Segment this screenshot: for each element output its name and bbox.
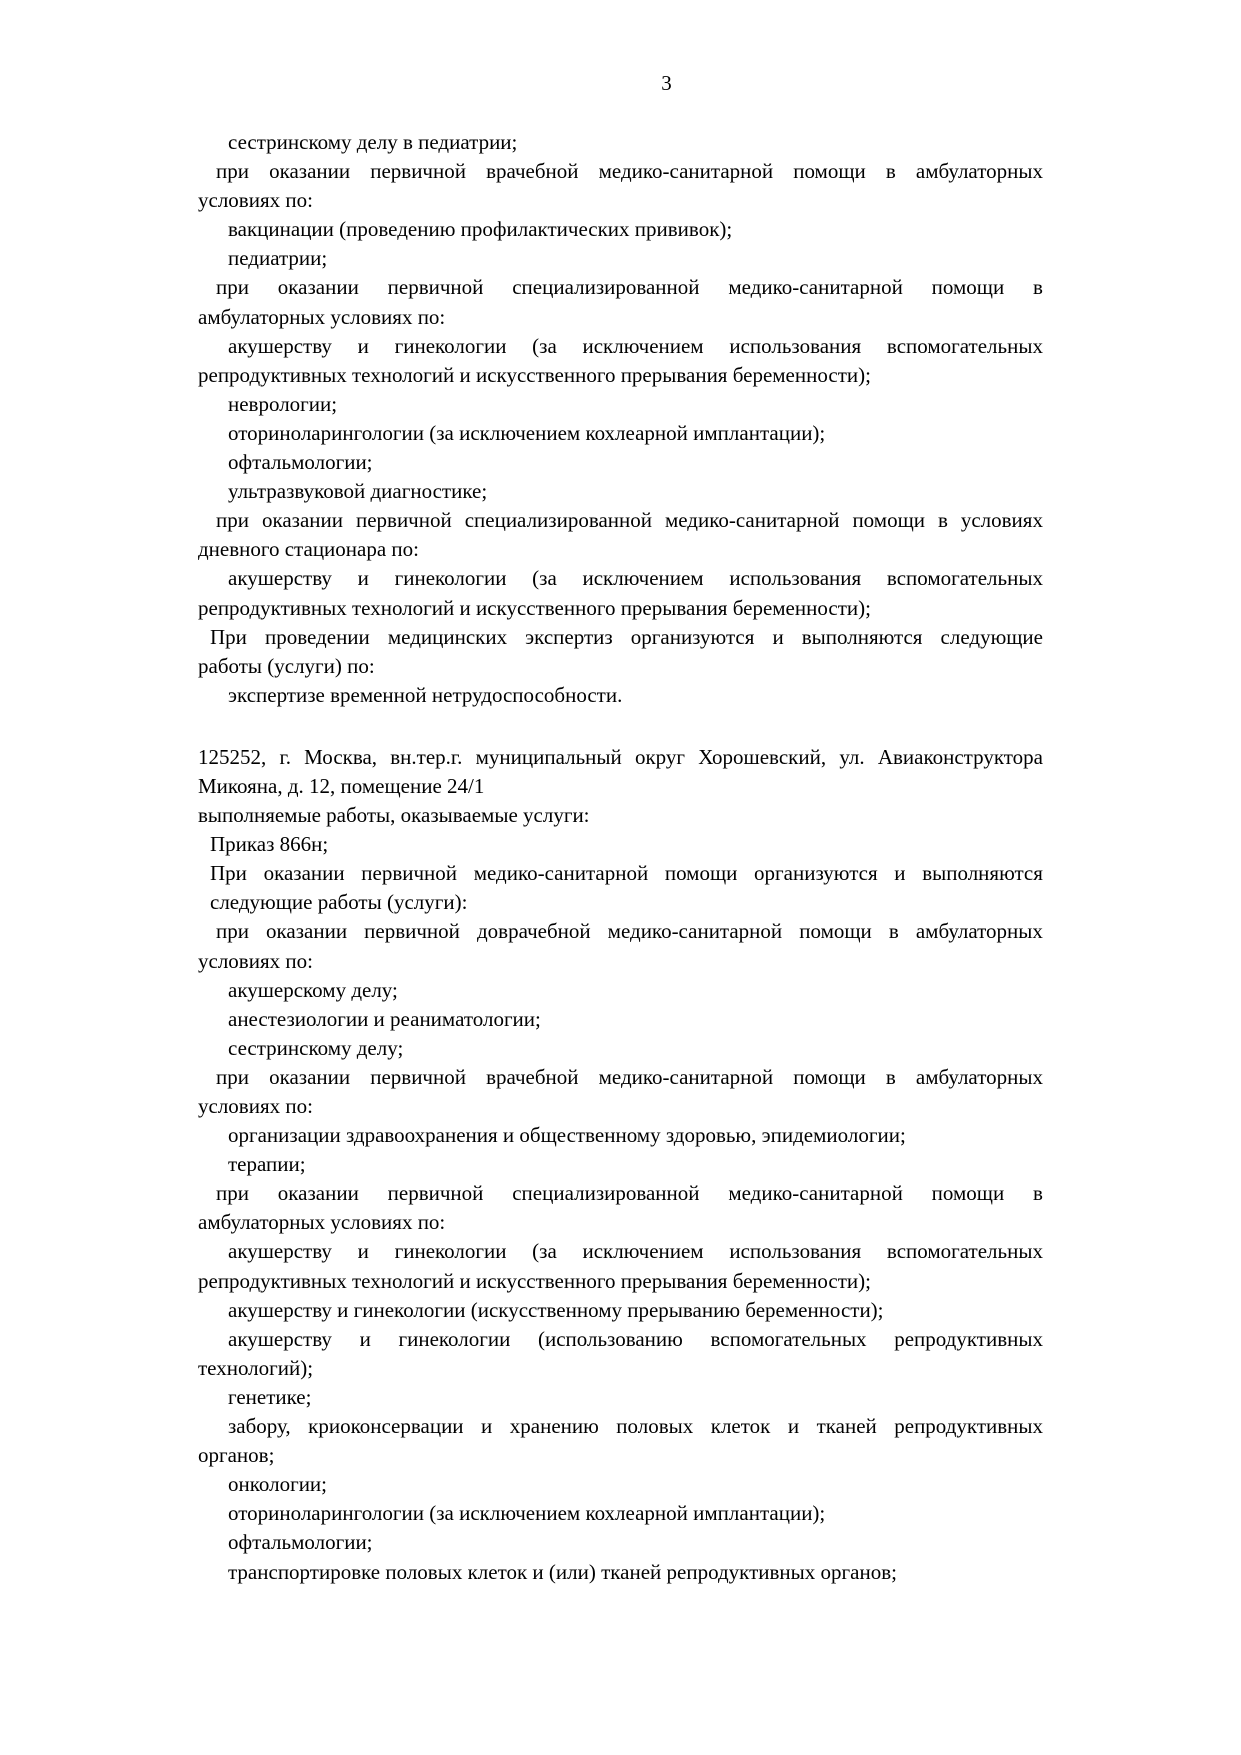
word: медико-санитарной <box>473 861 649 886</box>
text-line: анестезиологии и реаниматологии; <box>228 1006 541 1031</box>
word: при <box>216 275 249 300</box>
word: условиях <box>960 508 1043 533</box>
word: амбулаторных <box>915 1064 1043 1089</box>
text-line <box>198 623 1043 652</box>
word: Хорошевский, <box>698 744 827 769</box>
word: амбулаторных <box>915 919 1043 944</box>
word: При <box>210 624 247 649</box>
text-line: педиатрии; <box>228 246 328 271</box>
word: организуются <box>754 861 878 886</box>
text-line <box>198 1179 1043 1208</box>
section-address-125252-services <box>198 743 1043 1587</box>
text-line: работы (услуги) по: <box>198 653 375 678</box>
word: вспомогательных <box>886 566 1043 591</box>
section-services-continuation <box>198 128 1043 710</box>
word: специализированной <box>512 275 700 300</box>
word: экспертиз <box>525 624 613 649</box>
word: использования <box>729 1239 862 1264</box>
text-line: органов; <box>198 1443 275 1468</box>
text-line <box>198 506 1043 535</box>
word: забору, <box>228 1414 291 1439</box>
text-line: акушерскому делу; <box>228 977 398 1002</box>
word: оказании <box>269 1064 351 1089</box>
word: организуются <box>630 624 755 649</box>
word: акушерству <box>228 1239 332 1264</box>
word: вн.тер.г. <box>390 744 463 769</box>
word: при <box>216 508 249 533</box>
word: и <box>787 1414 800 1439</box>
word: ул. <box>839 744 865 769</box>
word: первичной <box>387 1181 484 1206</box>
word: Москва, <box>304 744 378 769</box>
word: акушерству <box>228 333 332 358</box>
word: и <box>894 861 906 886</box>
word: проведении <box>264 624 370 649</box>
text-line: технологий); <box>198 1355 314 1380</box>
word: первичной <box>361 861 458 886</box>
word: при <box>216 1064 249 1089</box>
word: хранению <box>509 1414 599 1439</box>
word: оказании <box>261 508 343 533</box>
text-line: онкологии; <box>228 1472 328 1497</box>
word: гинекологии <box>398 1326 511 1351</box>
word: помощи <box>852 508 925 533</box>
text-line: неврологии; <box>228 391 338 416</box>
text-line: оториноларингологии (за исключением кохлеарной имплантации); <box>228 1501 826 1526</box>
text-line <box>198 1325 1043 1354</box>
word: оказании <box>277 275 359 300</box>
word: помощи <box>793 1064 866 1089</box>
word: акушерству <box>228 1326 332 1351</box>
word: (использованию <box>537 1326 683 1351</box>
text-line: условиях по: <box>198 1094 313 1118</box>
word: помощи <box>799 919 872 944</box>
text-line: выполняемые работы, оказываемые услуги: <box>198 803 590 828</box>
text-line: вакцинации (проведению профилактических прививок); <box>228 217 733 242</box>
word: доврачебной <box>476 919 591 944</box>
word: медико-санитарной <box>728 275 903 300</box>
word: репродуктивных <box>894 1414 1043 1439</box>
page-number: 3 <box>661 71 672 95</box>
word: в <box>1033 1181 1043 1206</box>
text-line: экспертизе временной нетрудоспособности. <box>228 682 623 707</box>
word: использования <box>729 333 862 358</box>
word: вспомогательных <box>710 1326 867 1351</box>
text-line: терапии; <box>228 1152 306 1177</box>
text-line <box>198 564 1043 593</box>
word: помощи <box>931 1181 1005 1206</box>
word: клеток <box>710 1414 771 1439</box>
word: амбулаторных <box>915 159 1043 184</box>
word: оказании <box>277 1181 359 1206</box>
text-line <box>198 157 1043 186</box>
word: тканей <box>816 1414 877 1439</box>
word: муниципальный <box>475 744 622 769</box>
word: специализированной <box>464 508 652 533</box>
word: и <box>772 624 784 649</box>
text-line: генетике; <box>228 1384 312 1409</box>
word: первичной <box>355 508 452 533</box>
text-line <box>198 917 1043 946</box>
word: округ <box>634 744 686 769</box>
word: специализированной <box>512 1181 700 1206</box>
word: в <box>1033 275 1043 300</box>
text-line: Микояна, д. 12, помещение 24/1 <box>198 773 485 798</box>
text-line: оториноларингологии (за исключением кохлеарной имплантации); <box>228 420 826 445</box>
word: оказании <box>266 919 348 944</box>
word: (за <box>532 333 557 358</box>
text-line <box>198 273 1043 302</box>
text-line: транспортировке половых клеток и (или) тканей репродуктивных органов; <box>228 1559 897 1584</box>
word: гинекологии <box>394 1239 507 1264</box>
word: при <box>216 159 249 184</box>
word: гинекологии <box>394 333 507 358</box>
text-line: репродуктивных технологий и искусственного прерывания беременности); <box>198 595 871 620</box>
word: при <box>216 919 249 944</box>
word: исключением <box>582 333 704 358</box>
word: репродуктивных <box>894 1326 1043 1351</box>
text-line <box>198 859 1043 888</box>
word: медико-санитарной <box>728 1181 903 1206</box>
text-line: организации здравоохранения и общественному здоровью, эпидемиологии; <box>228 1123 906 1148</box>
word: и <box>357 1239 369 1264</box>
word: оказании <box>263 861 345 886</box>
text-line <box>198 1063 1043 1092</box>
text-line: амбулаторных условиях по: <box>198 304 446 329</box>
word: в <box>888 919 899 944</box>
word: 125252, <box>198 744 267 769</box>
word: (за <box>532 566 557 591</box>
word: медико-санитарной <box>664 508 840 533</box>
word: вспомогательных <box>886 1239 1043 1264</box>
word: акушерству <box>228 566 332 591</box>
word: в <box>885 1064 896 1089</box>
text-line: амбулаторных условиях по: <box>198 1210 446 1235</box>
word: помощи <box>793 159 866 184</box>
text-line: дневного стационара по: <box>198 537 419 562</box>
word: помощи <box>931 275 1005 300</box>
text-line: акушерству и гинекологии (искусственному прерыванию беременности); <box>228 1297 884 1322</box>
word: г. <box>279 744 291 769</box>
text-line <box>198 743 1043 772</box>
word: выполняются <box>801 624 923 649</box>
word: следующие <box>940 624 1043 649</box>
word: и <box>359 1326 371 1351</box>
document-content <box>0 128 1043 1587</box>
word: врачебной <box>486 159 579 184</box>
word: оказании <box>269 159 351 184</box>
word: использования <box>729 566 862 591</box>
word: в <box>937 508 948 533</box>
text-line <box>198 332 1043 361</box>
word: первичной <box>387 275 484 300</box>
word: исключением <box>582 1239 704 1264</box>
word: гинекологии <box>394 566 507 591</box>
word: первичной <box>370 1064 466 1089</box>
word: медицинских <box>387 624 508 649</box>
text-line: Приказ 866н; <box>210 832 329 857</box>
word: и <box>357 566 369 591</box>
text-line: репродуктивных технологий и искусственного прерывания беременности); <box>198 1268 871 1293</box>
word: медико-санитарной <box>607 919 783 944</box>
text-line: репродуктивных технологий и искусственного прерывания беременности); <box>198 362 871 387</box>
text-line: офтальмологии; <box>228 450 373 475</box>
text-line <box>198 1237 1043 1266</box>
word: первичной <box>364 919 460 944</box>
word: При <box>210 861 247 886</box>
word: вспомогательных <box>886 333 1043 358</box>
word: исключением <box>582 566 704 591</box>
text-line: офтальмологии; <box>228 1530 373 1555</box>
word: (за <box>532 1239 557 1264</box>
text-line: условиях по: <box>198 188 313 213</box>
word: в <box>885 159 896 184</box>
text-line: условиях по: <box>198 948 313 973</box>
word: и <box>481 1414 493 1439</box>
word: врачебной <box>486 1064 579 1089</box>
word: первичной <box>370 159 466 184</box>
word: медико-санитарной <box>598 1064 774 1089</box>
word: выполняются <box>922 861 1043 886</box>
text-line: сестринскому делу; <box>228 1035 404 1060</box>
word: медико-санитарной <box>598 159 774 184</box>
word: помощи <box>664 861 738 886</box>
word: при <box>216 1181 249 1206</box>
word: криоконсервации <box>308 1414 464 1439</box>
word: половых <box>616 1414 694 1439</box>
text-line: сестринскому делу в педиатрии; <box>228 130 518 154</box>
word: и <box>357 333 369 358</box>
word: Авиаконструктора <box>877 744 1043 769</box>
text-line <box>198 1412 1043 1441</box>
text-line: следующие работы (услуги): <box>210 890 468 915</box>
text-line: ультразвуковой диагностике; <box>228 479 488 504</box>
